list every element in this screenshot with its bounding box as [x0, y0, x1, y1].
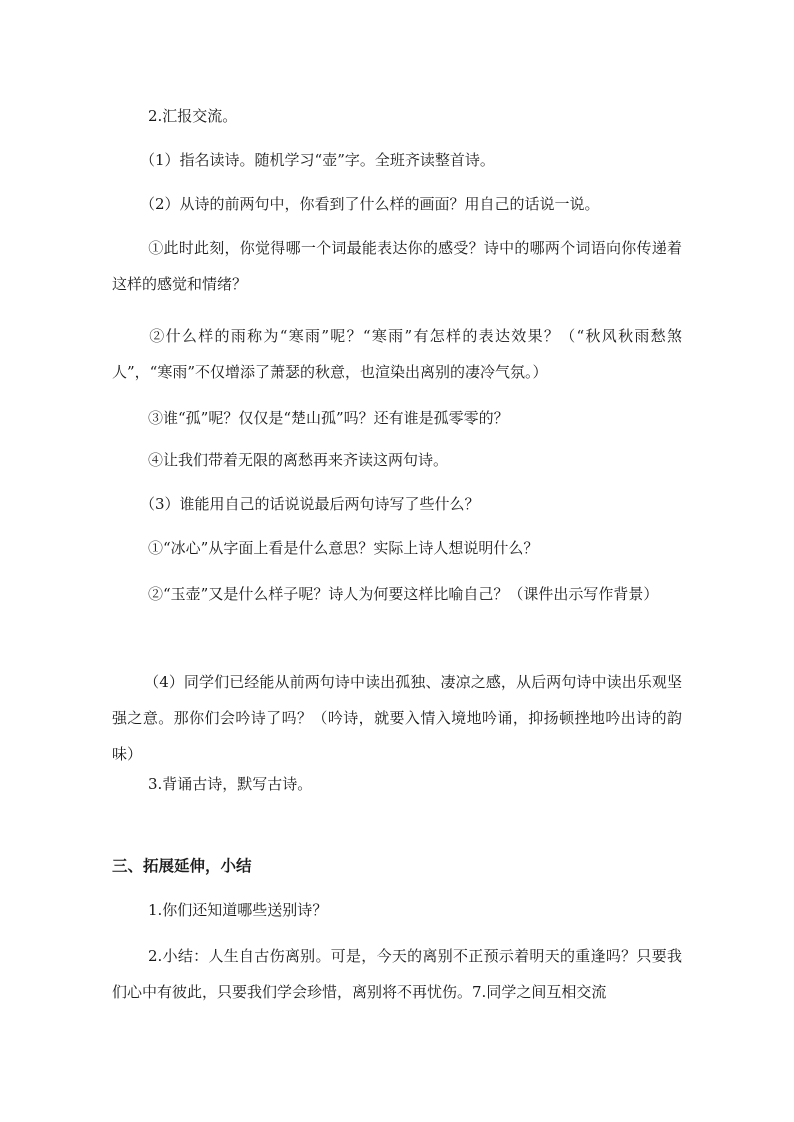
paragraph-step-3 [112, 486, 682, 522]
paragraph-text: 3.背诵古诗，默写古诗。 [148, 775, 313, 793]
paragraph-text: ④让我们带着无限的离愁再来齐读这两句诗。 [148, 451, 449, 469]
paragraph-question-3 [112, 400, 682, 436]
paragraph-report [112, 98, 682, 134]
paragraph-step-2 [112, 186, 682, 222]
paragraph-text: （4）同学们已经能从前两句诗中读出孤独、凄凉之感，从后两句诗中读出乐观坚强之意。那你们会吟诗了吗？（吟诗，就要入情入境地吟诵，抑扬顿挫地吟出诗的韵味） [112, 673, 682, 763]
paragraph-text: 2.汇报交流。 [148, 107, 238, 125]
paragraph-question-5 [112, 530, 682, 566]
paragraph-text: （3）谁能用自己的话说说最后两句诗写了些什么？ [140, 495, 480, 513]
paragraph-step-1 [112, 142, 682, 178]
paragraph-question-6 [112, 576, 682, 612]
paragraph-summary [112, 938, 682, 1010]
section-heading: 三、拓展延伸，小结 [112, 857, 252, 875]
paragraph-text: ②“玉壶”又是什么样子呢？诗人为何要这样比喻自己？（课件出示写作背景） [148, 585, 659, 603]
paragraph-question-1 [112, 230, 682, 302]
paragraph-text: （1）指名读诗。随机学习“壶”字。全班齐读整首诗。 [140, 151, 495, 169]
paragraph-text: 1.你们还知道哪些送别诗？ [148, 901, 328, 919]
paragraph-text: 2.小结：人生自古伤离别。可是，今天的离别不正预示着明天的重逢吗？只要我们心中有彼此，只要我们学会珍惜，离别将不再忧伤。7.同学之间互相交流 [112, 947, 682, 1001]
paragraph-text: （2）从诗的前两句中，你看到了什么样的画面？用自己的话说一说。 [140, 195, 600, 213]
paragraph-step-4 [112, 664, 682, 772]
paragraph-extension-1 [112, 892, 682, 928]
paragraph-question-2 [112, 318, 682, 390]
paragraph-text: ②什么样的雨称为“寒雨”呢？“寒雨”有怎样的表达效果？（“秋风秋雨愁煞人”，“寒雨”不仅增添了萧瑟的秋意，也渲染出离别的凄冷气氛。） [112, 327, 682, 381]
paragraph-text: ①“冰心”从字面上看是什么意思？实际上诗人想说明什么？ [148, 539, 539, 557]
paragraph-text: ①此时此刻，你觉得哪一个词最能表达你的感受？诗中的哪两个词语向你传递着这样的感觉和情绪？ [112, 239, 682, 293]
paragraph-text: ③谁“孤”呢？仅仅是“楚山孤”吗？还有谁是孤零零的？ [148, 409, 509, 427]
paragraph-recite [112, 766, 682, 802]
paragraph-question-4 [112, 442, 682, 478]
